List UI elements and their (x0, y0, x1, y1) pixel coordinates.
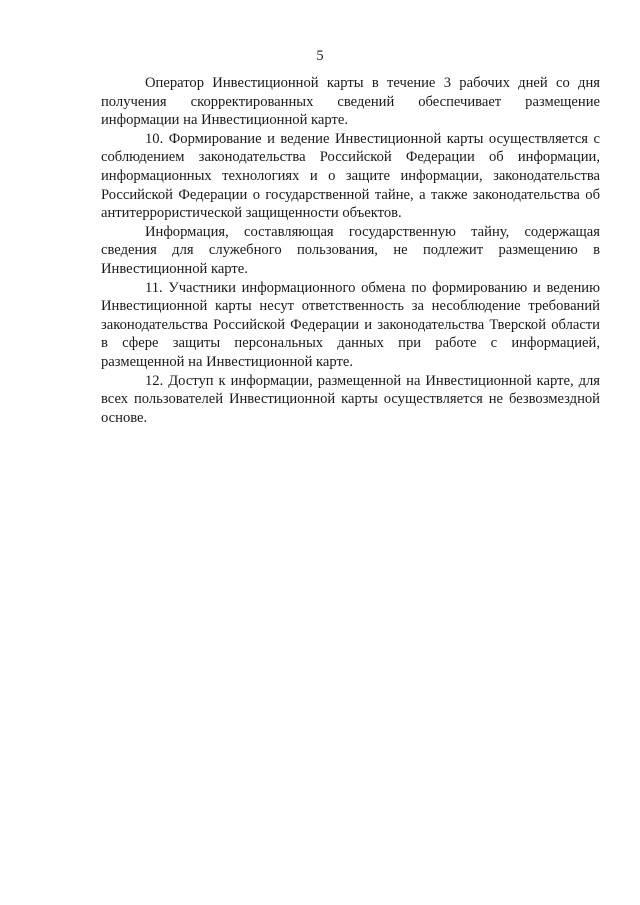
paragraph-12-access: 12. Доступ к информации, размещенной на Инвестиционной карте, для всех пользователей Инвестиционной карты осуществляется не безвозмездной основе. (101, 372, 600, 426)
paragraph-state-secret: Информация, составляющая государственную тайну, содержащая сведения для служебного пользования, не подлежит размещению в Инвестиционной карте. (101, 223, 600, 277)
document-body (101, 74, 600, 427)
page-number: 5 (316, 48, 324, 64)
paragraph-10-formation: 10. Формирование и ведение Инвестиционной карты осуществляется с соблюдением законодательства Российской Федерации об информации, информационных технологиях и о защите информации, законодательства Российской Федерации о государственной тайне, а также законодательства об антитеррористической защищенности объектов. (101, 130, 600, 222)
paragraph-11-responsibility: 11. Участники информационного обмена по формированию и ведению Инвестиционной карты несут ответственность за несоблюдение требований законодательства Российской Федерации и законодательства Тверской области в сфере защиты персональных данных при работе с информацией, размещенной на Инвестиционной карте. (101, 279, 600, 370)
paragraph-operator-update: Оператор Инвестиционной карты в течение 3 рабочих дней со дня получения скорректированных сведений обеспечивает размещение информации на Инвестиционной карте. (101, 75, 600, 129)
